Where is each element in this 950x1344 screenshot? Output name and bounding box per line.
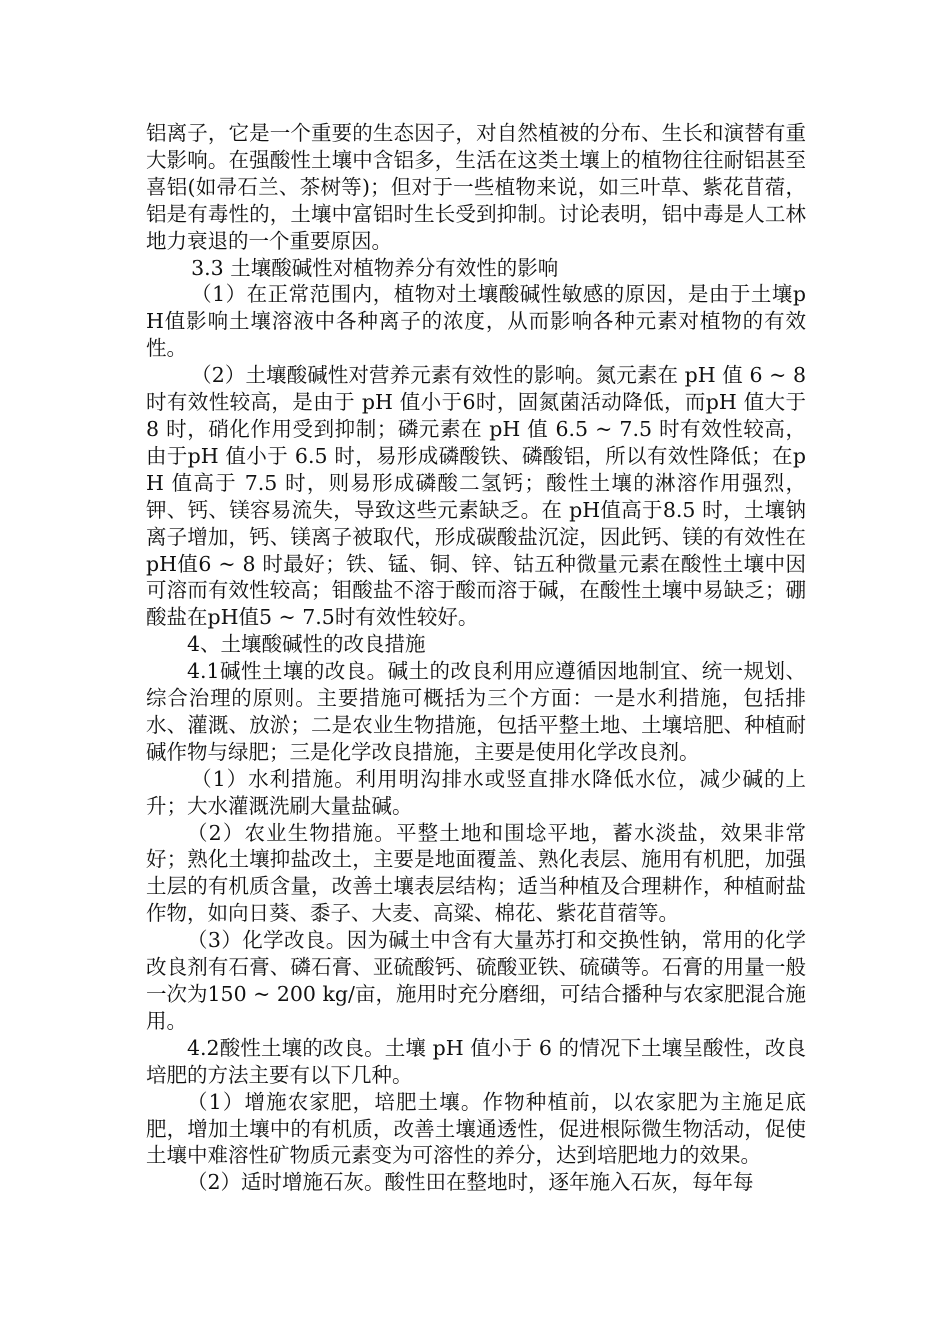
paragraph-4-2-1: （1）增施农家肥，培肥土壤。作物种植前，以农家肥为主施足底肥，增加土壤中的有机质，改善土壤通透性，促进根际微生物活动，促使土壤中难溶性矿物质元素变为可溶性的养分，达到培肥地力的效果。 [146, 1089, 806, 1168]
paragraph-4-1-1: （1）水利措施。利用明沟排水或竖直排水降低水位，减少碱的上升；大水灌溉洗刷大量盐碱。 [146, 766, 806, 818]
paragraph-4-1-2: （2）农业生物措施。平整土地和围埝平地，蓄水淡盐，效果非常好；熟化土壤抑盐改土，主要是地面覆盖、熟化表层、施用有机肥，加强土层的有机质含量，改善土壤表层结构；适当种植及合理耕作，种植耐盐作物，如向日葵、黍子、大麦、高粱、棉花、紫花苜蓿等。 [146, 820, 806, 926]
document-page [146, 120, 806, 1196]
paragraph-4-1: 4.1碱性土壤的改良。碱土的改良利用应遵循因地制宜、统一规划、综合治理的原则。主要措施可概括为三个方面：一是水利措施，包括排水、灌溉、放淤；二是农业生物措施，包括平整土地、土壤培肥、种植耐碱作物与绿肥；三是化学改良措施，主要是使用化学改良剂。 [146, 659, 806, 764]
section-heading-4: 4、土壤酸碱性的改良措施 [187, 632, 426, 657]
paragraph-3-3-1: （1）在正常范围内，植物对土壤酸碱性敏感的原因，是由于土壤pH值影响土壤溶液中各种离子的浓度，从而影响各种元素对植物的有效性。 [146, 282, 806, 361]
paragraph-4-1-3: （3）化学改良。因为碱土中含有大量苏打和交换性钠，常用的化学改良剂有石膏、磷石膏、亚硫酸钙、硫酸亚铁、硫磺等。石膏的用量一般一次为150 ~ 200 kg/亩，施用时充分磨细，可结合播种与农家肥混合施用。 [146, 928, 806, 1033]
paragraph-4-2: 4.2酸性土壤的改良。土壤 pH 值小于 6 的情况下土壤呈酸性，改良培肥的方法主要有以下几种。 [146, 1035, 806, 1087]
paragraph-aluminum-ecology: 铝离子，它是一个重要的生态因子，对自然植被的分布、生长和演替有重大影响。在强酸性土壤中含铝多，生活在这类土壤上的植物往往耐铝甚至喜铝(如帚石兰、茶树等)；但对于一些植物来说，如三叶草、紫花苜蓿，铝是有毒性的，土壤中富铝时生长受到抑制。讨论表明，铝中毒是人工林地力衰退的一个重要原因。 [146, 121, 806, 253]
paragraph-4-2-2: （2）适时增施石灰。酸性田在整地时，逐年施入石灰，每年每 [187, 1170, 754, 1195]
paragraph-3-3-2: （2）土壤酸碱性对营养元素有效性的影响。氮元素在 pH 值 6 ~ 8 时有效性较高，是由于 pH 值小于6时，固氮菌活动降低，而pH 值大于8 时，硝化作用受到抑制；磷元素在 pH 值 6.5 ~ 7.5 时有效性较高，由于pH 值小于 6.5 时，易形成磷酸铁、磷酸铝，所以有效性降低；在pH 值高于 7.5 时，则易形成磷酸二氢钙；酸性土壤的淋溶作用强烈，钾、钙、镁容易流失，导致这些元素缺乏。在 pH值高于8.5 时，土壤钠离子增加，钙、镁离子被取代，形成碳酸盐沉淀，因此钙、镁的有效性在 pH值6 ~ 8 时最好；铁、锰、铜、锌、钴五种微量元素在酸性土壤中因可溶而有效性较高；钼酸盐不溶于酸而溶于碱，在酸性土壤中易缺乏；硼酸盐在pH值5 ~ 7.5时有效性较好。 [146, 363, 806, 630]
section-heading-3-3: 3.3 土壤酸碱性对植物养分有效性的影响 [191, 255, 559, 280]
